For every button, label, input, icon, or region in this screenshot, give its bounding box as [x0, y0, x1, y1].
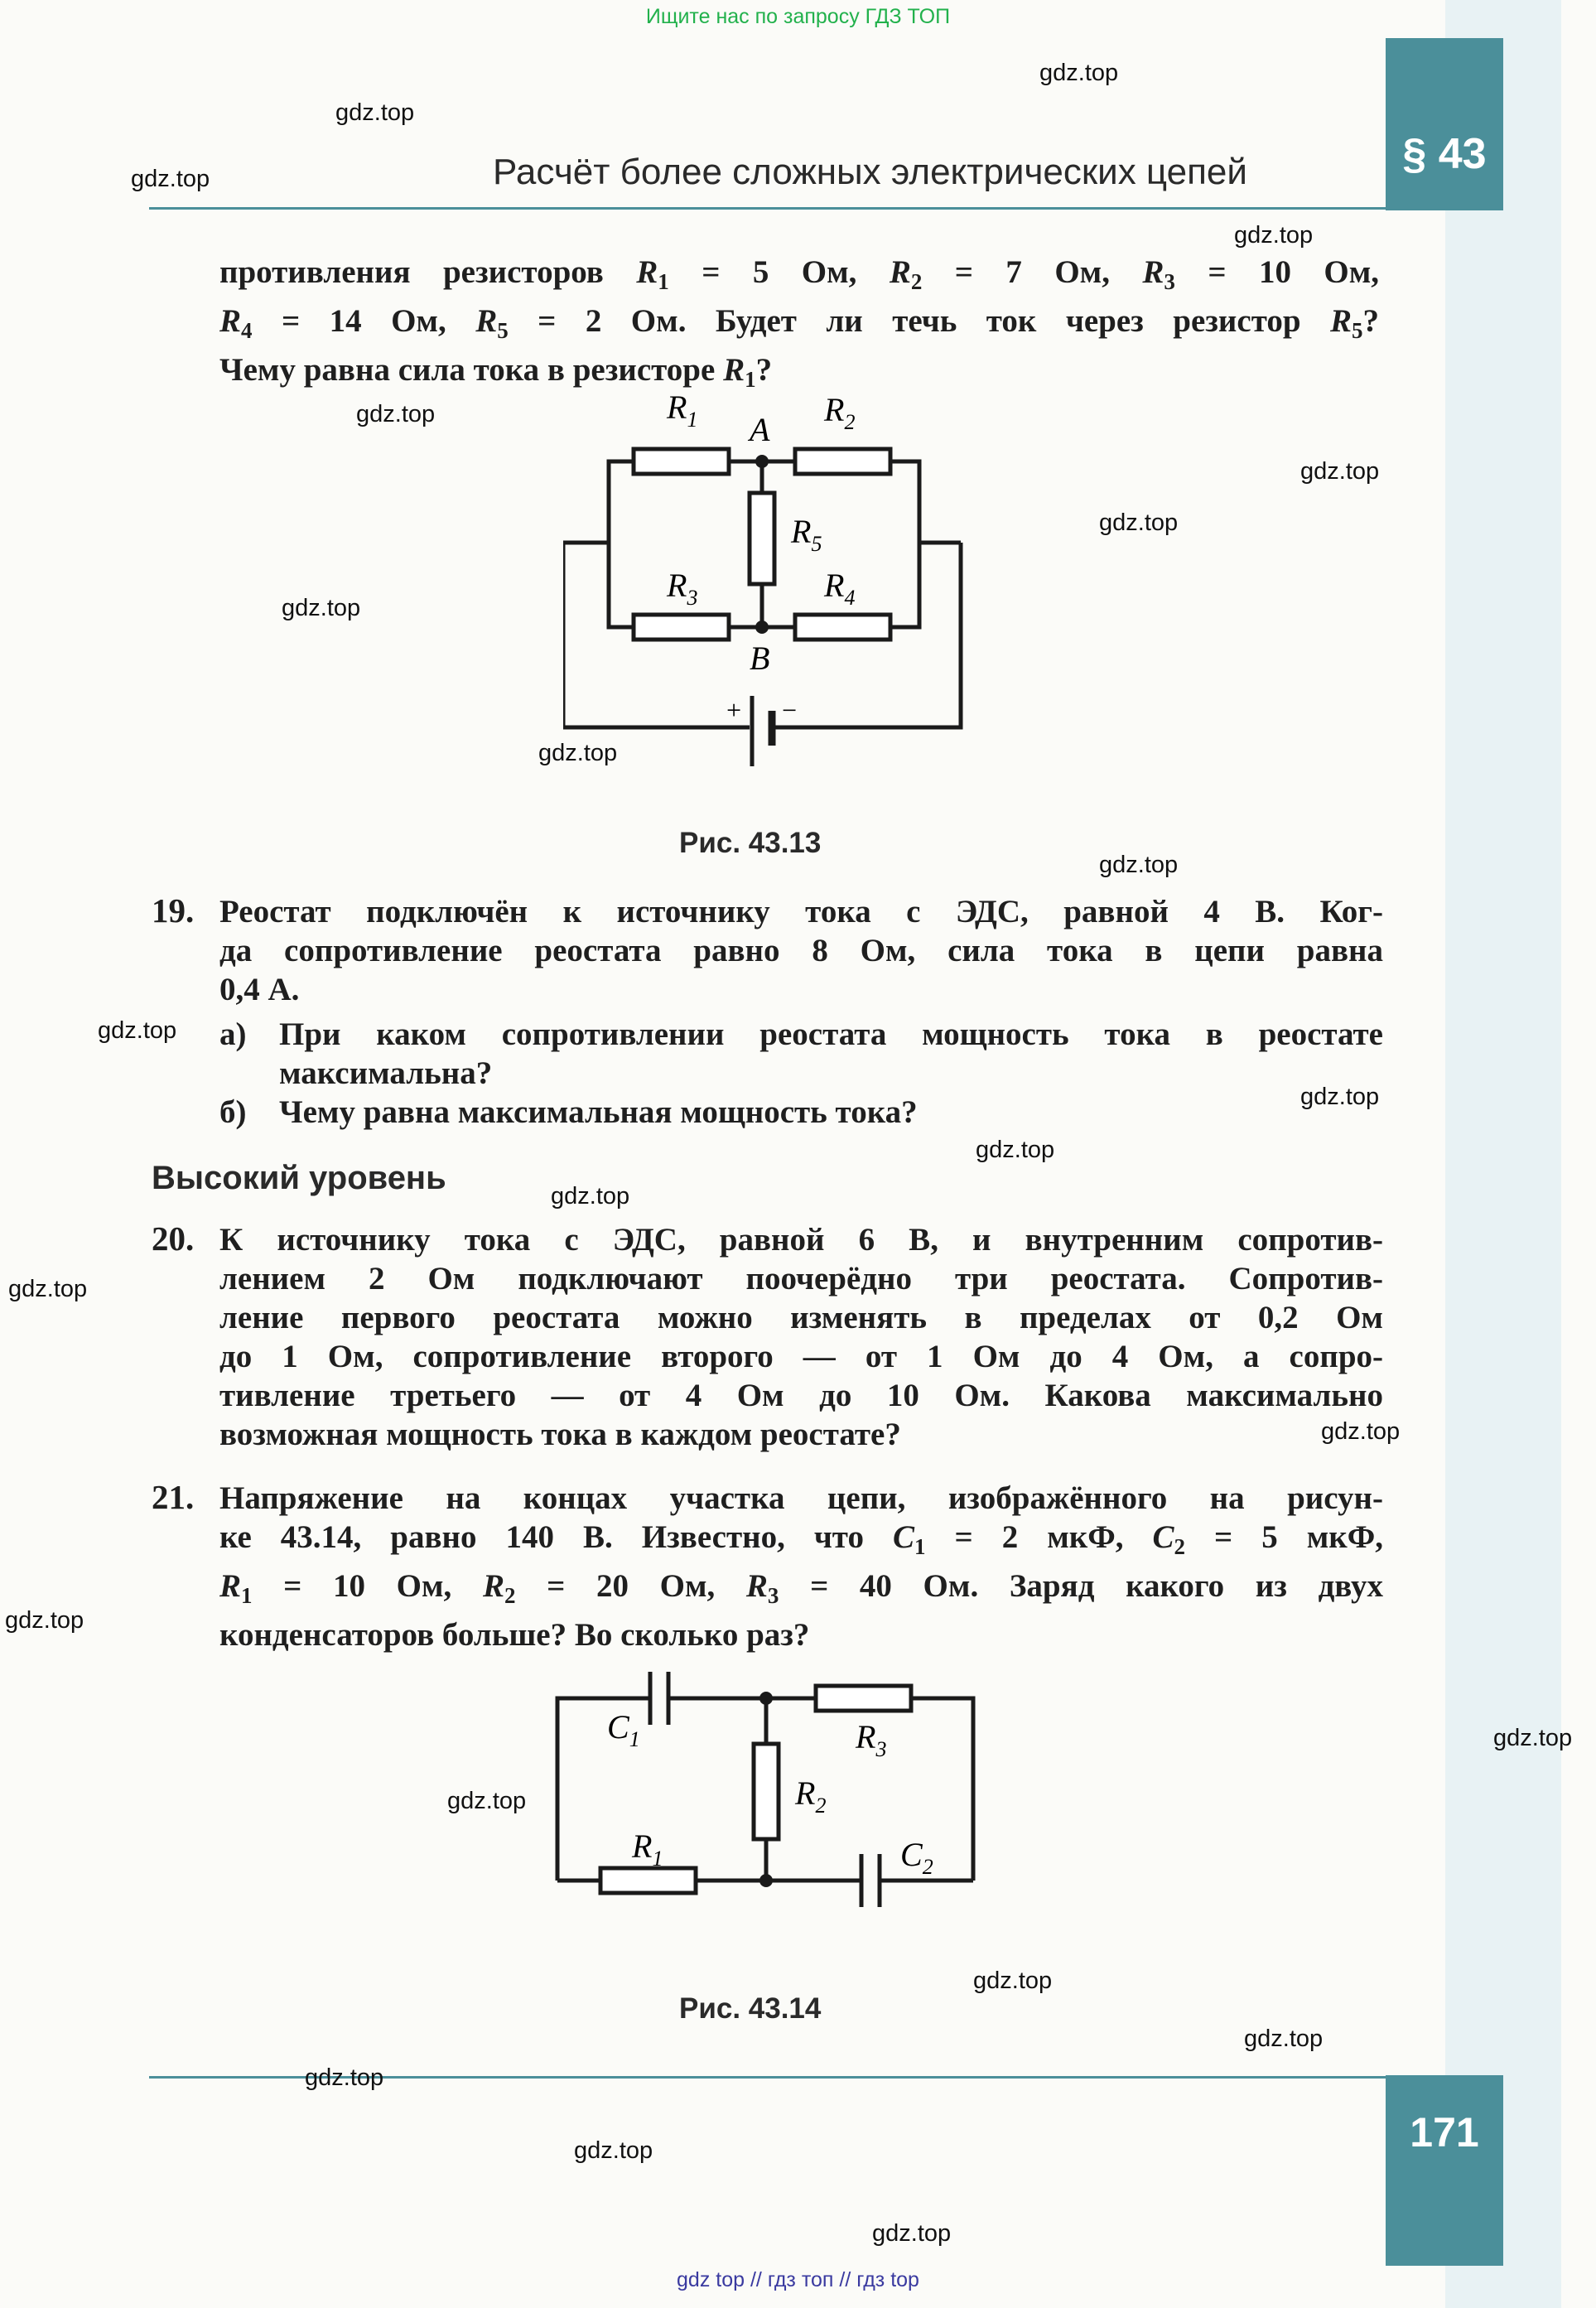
top-banner-link[interactable]: Ищите нас по запросу ГДЗ ТОП	[645, 5, 951, 28]
watermark: gdz.top	[1300, 1084, 1380, 1110]
watermark: gdz.top	[538, 740, 618, 766]
problem-21-line-2: ке 43.14, равно 140 В. Известно, что $C_1 = 2$ мкФ, $C_2 = 5$ мкФ,	[219, 1519, 1383, 1559]
problem-21-number: 21.	[152, 1478, 195, 1516]
problem-20-line-5: тивление третьего — от 4 Ом до 10 Ом. Какова максимально	[219, 1378, 1383, 1413]
watermark: gdz.top	[282, 595, 361, 621]
watermark: gdz.top	[976, 1137, 1055, 1163]
circuit-diagram-43-13	[563, 389, 977, 779]
problem-18-tail	[219, 253, 1379, 399]
watermark: gdz.top	[973, 1968, 1053, 1994]
problem-19-text	[219, 892, 1383, 1009]
problem-18-line-3: Чему равна сила тока в резисторе $R_1$?	[219, 352, 773, 392]
watermark: gdz.top	[1039, 60, 1119, 86]
problem-19-part-a-label: а)	[219, 1016, 247, 1052]
problem-20-text	[219, 1220, 1383, 1454]
label-r3-fig2: $R_3$	[856, 1718, 887, 1761]
label-r5: $R_5$	[791, 513, 822, 556]
problem-21-text	[219, 1479, 1383, 1654]
label-minus: −	[780, 695, 798, 725]
label-r1: $R_1$	[667, 389, 698, 432]
watermark: gdz.top	[356, 401, 436, 427]
watermark: gdz.top	[447, 1788, 527, 1814]
watermark: gdz.top	[98, 1017, 177, 1044]
watermark: gdz.top	[8, 1276, 88, 1302]
bottom-banner-link[interactable]: gdz top // гдз топ // гдз top	[677, 2268, 919, 2291]
problem-19-part-b: Чему равна максимальная мощность тока?	[279, 1094, 918, 1130]
problem-21-line-4: конденсаторов больше? Во сколько раз?	[219, 1617, 810, 1653]
label-plus: +	[725, 695, 743, 725]
label-r3: $R_3$	[667, 567, 698, 610]
header-rule	[149, 207, 1387, 210]
watermark: gdz.top	[1321, 1418, 1401, 1445]
section-tab: § 43	[1386, 38, 1503, 210]
problem-20-line-6: возможная мощность тока в каждом реостате?	[219, 1417, 901, 1452]
label-node-a: A	[750, 411, 770, 448]
watermark: gdz.top	[1099, 509, 1179, 536]
problem-18-line-1: противления резисторов $R_1 = 5$ Ом, $R_2 = 7$ Ом, $R_3 = 10$ Ом,	[219, 254, 1380, 294]
label-r4: $R_4$	[824, 567, 856, 610]
page-margin-band	[1445, 0, 1561, 2308]
label-r2-fig2: $R_2$	[795, 1774, 827, 1818]
label-r2: $R_2$	[824, 391, 856, 434]
problem-21-line-1: Напряжение на концах участка цепи, изображённого на рисун-	[219, 1480, 1383, 1516]
problem-20-line-3: ление первого реостата можно изменять в пределах от 0,2 Ом	[219, 1300, 1383, 1335]
watermark: gdz.top	[1493, 1725, 1573, 1751]
watermark: gdz.top	[1244, 2026, 1324, 2052]
watermark: gdz.top	[574, 2137, 653, 2164]
problem-20-line-1: К источнику тока с ЭДС, равной 6 В, и внутренним сопротив-	[219, 1222, 1383, 1258]
problem-20-line-4: до 1 Ом, сопротивление второго — от 1 Ом до 4 Ом, а сопро-	[219, 1339, 1383, 1374]
label-r1-fig2: $R_1$	[632, 1828, 663, 1871]
problem-19-a-line-2: максимальна?	[279, 1055, 493, 1091]
problem-20-line-2: лением 2 Ом подключают поочерёдно три реостата. Сопротив-	[219, 1261, 1383, 1296]
label-c1: $C_1$	[607, 1708, 640, 1751]
watermark: gdz.top	[1234, 222, 1314, 249]
label-c2: $C_2$	[900, 1836, 933, 1879]
problem-20-number: 20.	[152, 1219, 195, 1258]
watermark: gdz.top	[551, 1183, 630, 1210]
problem-19-line-3: 0,4 А.	[219, 972, 300, 1007]
problem-19-number: 19.	[152, 891, 195, 929]
figure-caption-43-13: Рис. 43.13	[679, 827, 822, 859]
problem-19-part-b-label: б)	[219, 1094, 247, 1130]
problem-21-line-3: $R_1 = 10$ Ом, $R_2 = 20$ Ом, $R_3 = 40$ Ом. Заряд какого из двух	[219, 1568, 1384, 1608]
watermark: gdz.top	[335, 99, 415, 126]
problem-19-line-1: Реостат подключён к источнику тока с ЭДС, равной 4 В. Ког-	[219, 894, 1383, 929]
watermark: gdz.top	[131, 166, 210, 192]
watermark: gdz.top	[5, 1607, 84, 1634]
page-title: Расчёт более сложных электрических цепей	[493, 152, 1247, 192]
figure-caption-43-14: Рис. 43.14	[679, 1992, 822, 2025]
circuit-diagram-43-14	[542, 1657, 990, 1939]
watermark: gdz.top	[1300, 458, 1380, 485]
problem-19-a-line-1: При каком сопротивлении реостата мощность тока в реостате	[279, 1016, 1383, 1052]
watermark: gdz.top	[1099, 852, 1179, 878]
page-number-tab: 171	[1386, 2075, 1503, 2266]
watermark: gdz.top	[305, 2064, 384, 2091]
problem-19-line-2: да сопротивление реостата равно 8 Ом, сила тока в цепи равна	[219, 933, 1383, 968]
level-heading: Высокий уровень	[152, 1160, 446, 1196]
problem-19-part-a	[279, 1015, 1383, 1093]
watermark: gdz.top	[872, 2220, 952, 2247]
problem-18-line-2: $R_4 = 14$ Ом, $R_5 = 2$ Ом. Будет ли течь ток через резистор $R_5$?	[219, 303, 1380, 343]
label-node-b: B	[750, 640, 770, 677]
